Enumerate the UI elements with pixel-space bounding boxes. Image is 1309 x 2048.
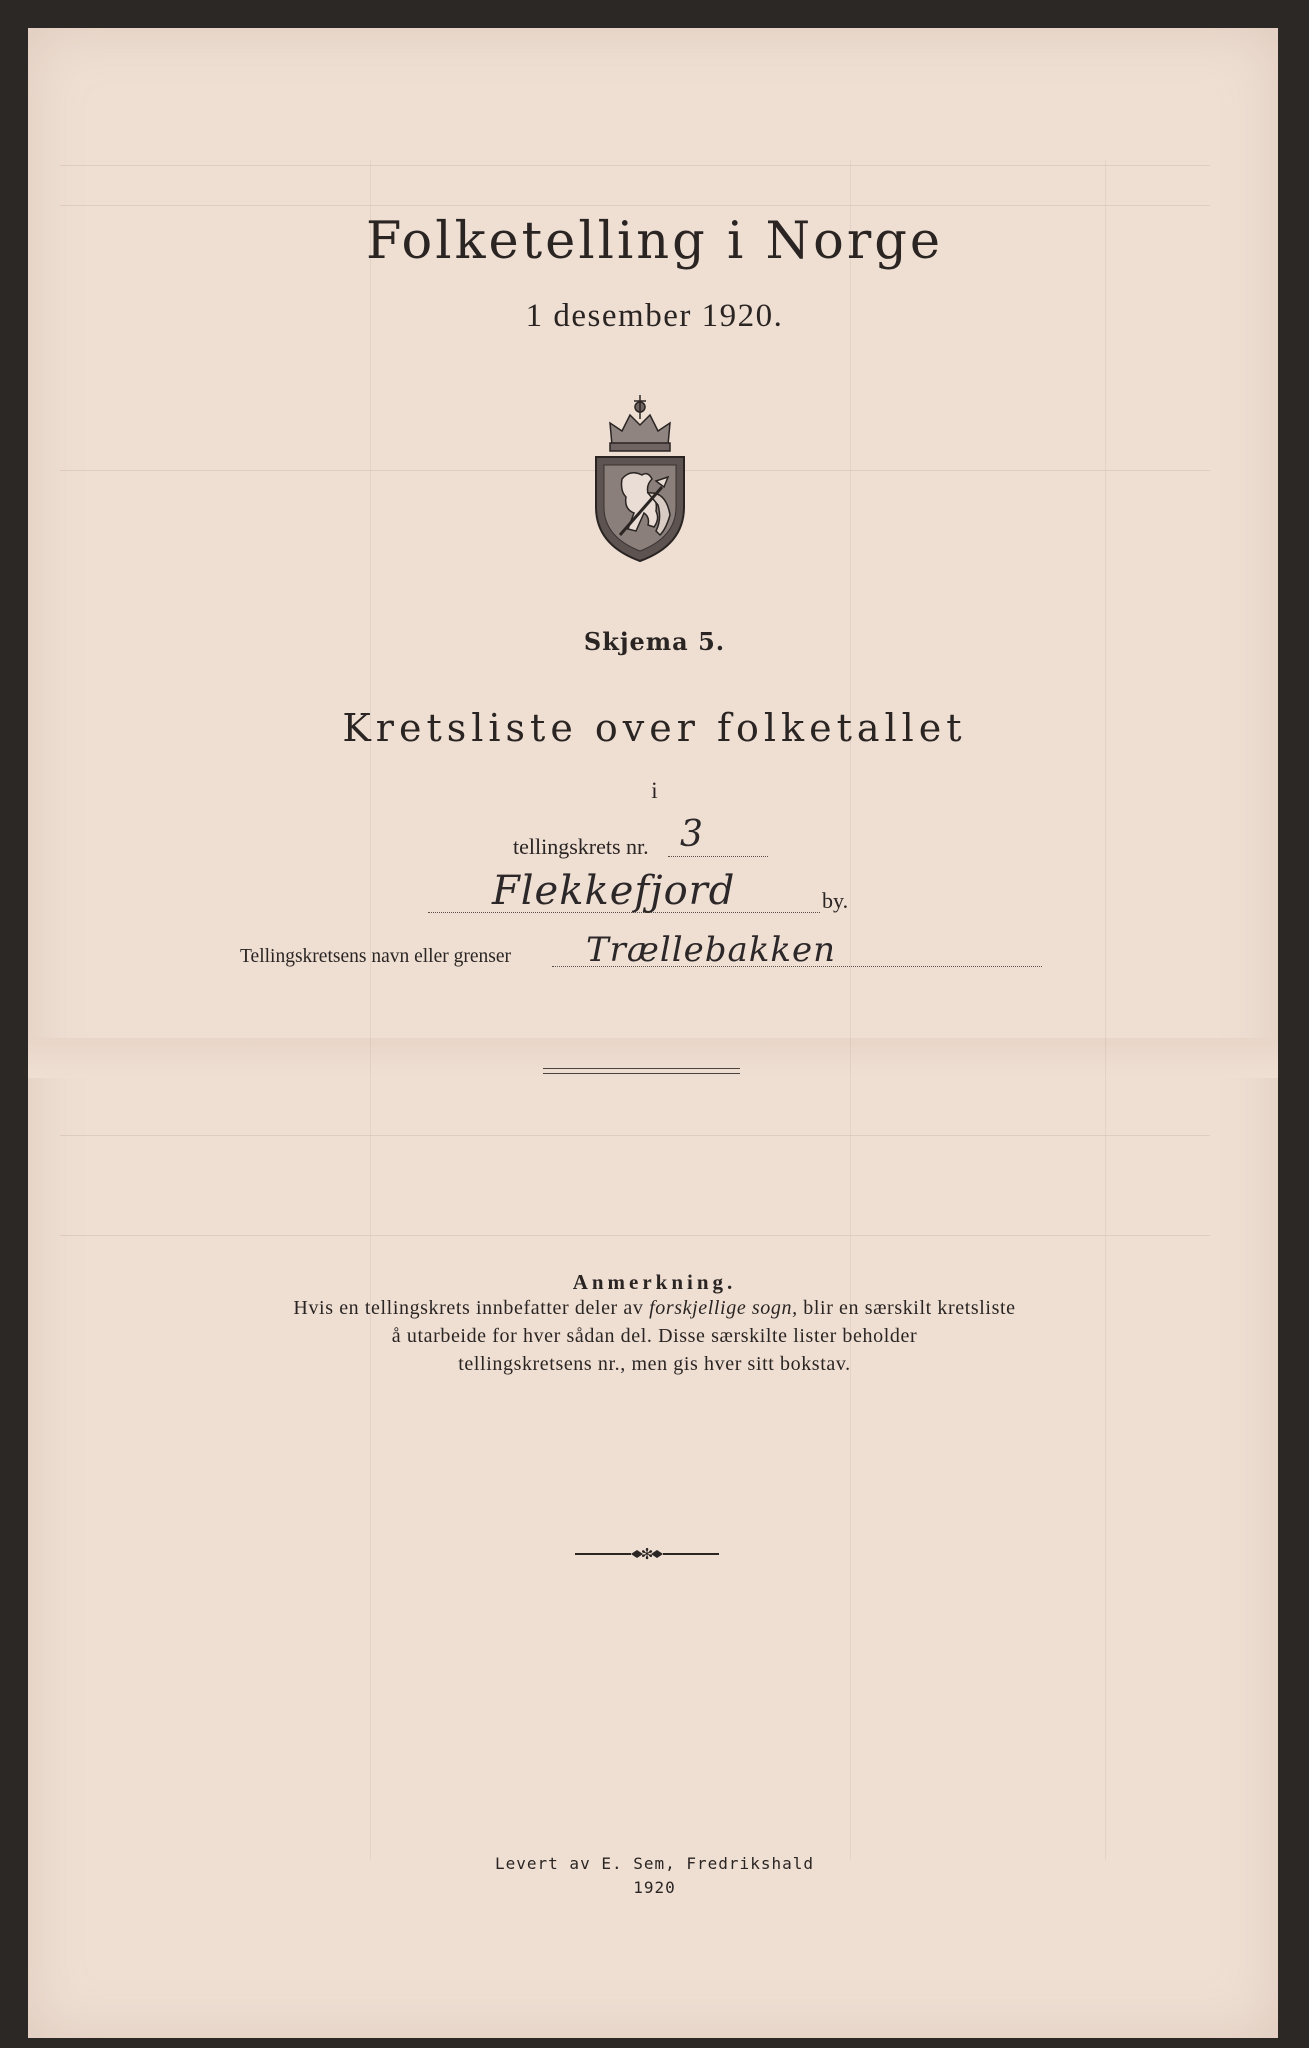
schema-number: Skjema 5. bbox=[583, 627, 726, 656]
printer-year: 1920 bbox=[633, 1878, 676, 1897]
show-through-line bbox=[370, 160, 371, 1860]
preposition: i bbox=[651, 778, 658, 803]
note-heading: Anmerkning. bbox=[572, 1270, 737, 1294]
note-line-3: tellingskretsens nr., men gis hver sitt bokstav. bbox=[458, 1353, 851, 1375]
district-number-label: tellingskrets nr. bbox=[513, 834, 649, 859]
town-name-handwritten: Flekkefjord bbox=[492, 868, 736, 914]
show-through-line bbox=[60, 1135, 1210, 1136]
note-line-1-italic: forskjellige sogn, bbox=[649, 1297, 798, 1319]
note-line-2: å utarbeide for hver sådan del. Disse særskilte lister beholder bbox=[391, 1325, 918, 1347]
show-through-line bbox=[1105, 160, 1106, 1860]
coat-of-arms-lion-icon bbox=[590, 395, 690, 563]
district-number-handwritten: 3 bbox=[680, 814, 703, 855]
note-line-1 bbox=[0, 1297, 1309, 1320]
show-through-line bbox=[60, 1235, 1210, 1236]
printer-credit: Levert av E. Sem, Fredrikshald bbox=[495, 1854, 814, 1873]
ornament-divider-icon bbox=[573, 1546, 721, 1562]
note-line-1-end: blir en særskilt kretsliste bbox=[797, 1297, 1016, 1319]
show-through-line bbox=[60, 165, 1210, 166]
show-through-line bbox=[60, 205, 1210, 206]
district-name-handwritten: Trællebakken bbox=[586, 930, 837, 970]
district-number-line bbox=[668, 856, 768, 857]
show-through-line bbox=[850, 160, 851, 1860]
census-date: 1 desember 1920. bbox=[525, 298, 784, 334]
paper-fold bbox=[28, 1038, 1278, 1078]
town-suffix: by. bbox=[822, 888, 849, 913]
svg-text:✻: ✻ bbox=[640, 1546, 654, 1562]
note-line-1-start: Hvis en tellingskrets innbefatter deler av bbox=[293, 1297, 650, 1319]
list-title: Kretsliste over folketallet bbox=[342, 706, 967, 750]
separator-rule bbox=[543, 1073, 740, 1074]
district-name-label: Tellingskretsens navn eller grenser bbox=[240, 946, 512, 967]
separator-rule bbox=[543, 1068, 740, 1069]
document-title: Folketelling i Norge bbox=[365, 212, 944, 271]
